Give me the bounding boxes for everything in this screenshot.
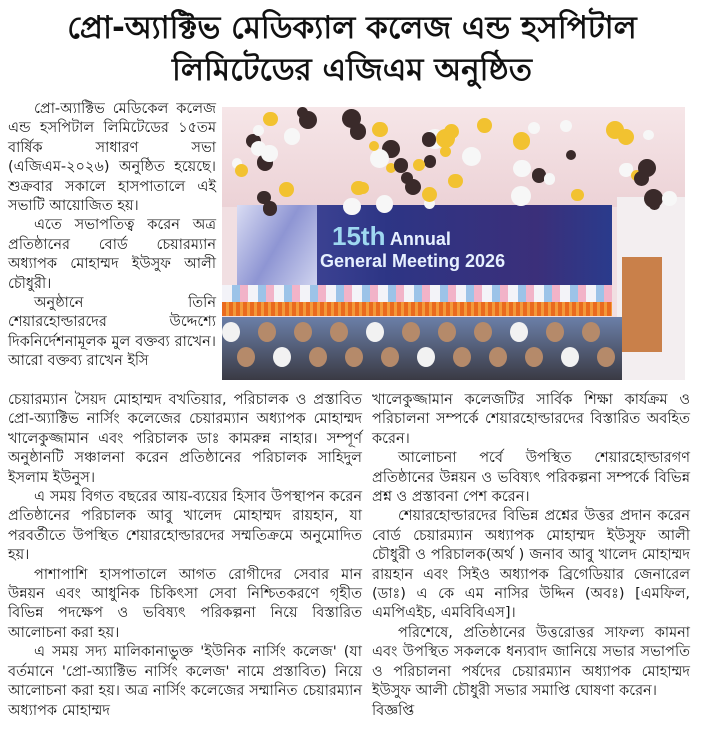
audience-member [597,347,615,367]
agm-banner [237,205,612,285]
paragraph: খালেকুজ্জামান কলেজটির সার্বিক শিক্ষা কার্যক্রম ও পরিচালনা সম্পর্কে শেয়ারহোল্ডারদের বিস্তারিত অবহিত করেন। [372,392,690,447]
balloon [544,173,556,185]
paragraph: অনুষ্ঠানে তিনি শেয়ারহোল্ডারদের উদ্দেশ্যে দিকনির্দেশনামূলক মুল বক্তব্য রাখেন। আরো বক্তব্য রাখেন ইসি [8,295,216,370]
balloon [372,122,387,137]
event-photo [222,107,685,380]
audience-member [309,347,327,367]
balloon [513,132,530,149]
audience-member [273,347,291,367]
audience-member [453,347,471,367]
paragraph: পাশাপাশি হাসপাতালে আগত রোগীদের সেবার মান উন্নয়ন এবং আধুনিক চিকিৎসা সেবা নিশ্চিতকরণে গৃহীত বিভিন্ন পদক্ষেপ ও ভবিষ্যৎ পরিকল্পনা নিয়ে বিস্তারিত আলোচনা করা হয়। [8,566,362,641]
balloon [257,191,271,205]
paragraph: এতে সভাপতিত্ব করেন অত্র প্রতিষ্ঠানের বোর্ড চেয়ারম্যান অধ্যাপক মোহাম্মদ ইউসুফ আলী চৌধুরী। [8,217,216,292]
balloon [662,191,677,206]
paragraph: আলোচনা পর্বে উপস্থিত শেয়ারহোল্ডারগণ প্রতিষ্ঠানের উন্নয়ন ও ভবিষ্যৎ পরিকল্পনা সম্পর্কে বিভিন্ন প্রশ্ন ও প্রস্তাবনা পেশ করেন। [372,450,690,506]
article-column-right [372,391,690,721]
audience-member [258,322,276,342]
balloon [422,187,437,202]
banner-line-1: Annual [389,229,451,249]
paragraph: চেয়ারম্যান সৈয়দ মোহাম্মদ বখতিয়ার, পরিচালক ও প্রস্তাবিত প্রো-অ্যাক্টিভ নার্সিং কলেজের চেয়ারম্যান অধ্যাপক মোহাম্মদ খালেকুজ্জামান এবং পরিচালক ডাঃ কামরুন্ন নাহার। সম্পূর্ণ অনুষ্ঠানটি সঞ্চালনা করেন প্রতিষ্ঠানের পরিচালক সাহিদুল ইসলাম ইউনুস। [8,392,362,486]
banner-line-2: General Meeting 2026 [320,251,506,271]
headline-line-2: লিমিটেডের এজিএম অনুষ্ঠিত [172,52,532,88]
audience-member [222,322,240,342]
audience [222,317,622,380]
banner-drape [237,205,317,285]
balloon [511,186,531,206]
balloon [376,195,393,212]
byline-signoff: বিজ্ঞপ্তি [372,702,415,719]
audience-member [438,322,456,342]
audience-member [474,322,492,342]
article-column-narrow [8,100,216,372]
paragraph: এ সময় বিগত বছরের আয়-ব্যয়ের হিসাব উপস্থাপন করেন প্রতিষ্ঠানের পরিচালক আবু খালেদ মোহাম্মদ রায়হান, যা পরবর্তীতে উপস্থিত শেয়ারহোল্ডারদের সম্মতিক্রমে অনুমোদিত হয়। [8,489,362,564]
paragraph: পরিশেষে, প্রতিষ্ঠানের উত্তরোত্তর সাফল্য কামনা এবং উপস্থিত সকলকে ধন্যবাদ জানিয়ে সভার সভাপতি ও পরিচালনা পর্ষদের চেয়ারম্যান অধ্যাপক মোহাম্মদ ইউসুফ আলী চৌধুরী সভার সমাপ্তি ঘোষণা করেন। [372,624,690,700]
paragraph: এ সময় সদ্য মালিকানাভুক্ত 'ইউনিক নার্সিং কলেজ' (যা বর্তমানে 'প্রো-অ্যাক্টিভ নার্সিং কলেজ' নামে প্রস্তাবিত) নিয়ে আলোচনা করা হয়। অত্র নার্সিং কলেজের সম্মানিত চেয়ারম্যান অধ্যাপক মোহাম্মদ [8,644,362,719]
audience-member [510,322,528,342]
audience-member [237,347,255,367]
balloon [422,132,437,147]
podium [622,257,662,352]
paragraph: প্রো-অ্যাক্টিভ মেডিকেল কলেজ এন্ড হসপিটাল লিমিটেডের ১৫তম বার্ষিক সাধারণ সভা (এজিএম-২০২৬) অনুষ্ঠিত হয়েছে। শুক্রবার সকালে হাসপাতালে এই সভাটি আয়োজিত হয়। [8,101,216,215]
audience-member [330,322,348,342]
balloon [440,146,451,157]
audience-member [381,347,399,367]
balloon [279,182,294,197]
article-column-left [8,391,362,721]
balloon [513,160,530,177]
balloon [477,118,492,133]
balloon [424,155,436,167]
balloon [253,125,264,136]
audience-member [582,322,600,342]
balloon [638,159,656,177]
balloon [606,121,624,139]
paragraph: শেয়ারহোল্ডারদের বিভিন্ন প্রশ্নের উত্তর প্রদান করেন বোর্ড চেয়ারম্যান অধ্যাপক মোহাম্মদ ইউসুফ আলী চৌধুরী ও পরিচালক(অর্থ ) জনাব আবু খালেদ মোহাম্মদ রায়হান এবং সিইও অধ্যাপক ব্রিগেডিয়ার জেনারেল (ডাঃ) এ কে এম নাসির উদ্দিন (অবঃ) [এমফিল, এমপিএইচ, এমবিবিএস]। [372,508,690,622]
audience-member [366,322,384,342]
audience-member [345,347,363,367]
audience-member [561,347,579,367]
flower-decoration [222,285,612,303]
balloon [261,145,277,161]
audience-member [417,347,435,367]
stage-table [222,302,612,316]
balloon [343,198,360,215]
balloon [448,174,462,188]
audience-member [525,347,543,367]
balloon [413,159,425,171]
balloon [571,189,584,202]
audience-member [546,322,564,342]
headline-line-1: প্রো-অ্যাক্টিভ মেডিক্যাল কলেজ এন্ড হসপিটাল [67,10,637,46]
balloon [394,158,408,172]
audience-member [402,322,420,342]
audience-member [489,347,507,367]
balloon [263,112,278,127]
balloon [284,128,301,145]
audience-member [294,322,312,342]
banner-ordinal: 15th [332,221,386,251]
